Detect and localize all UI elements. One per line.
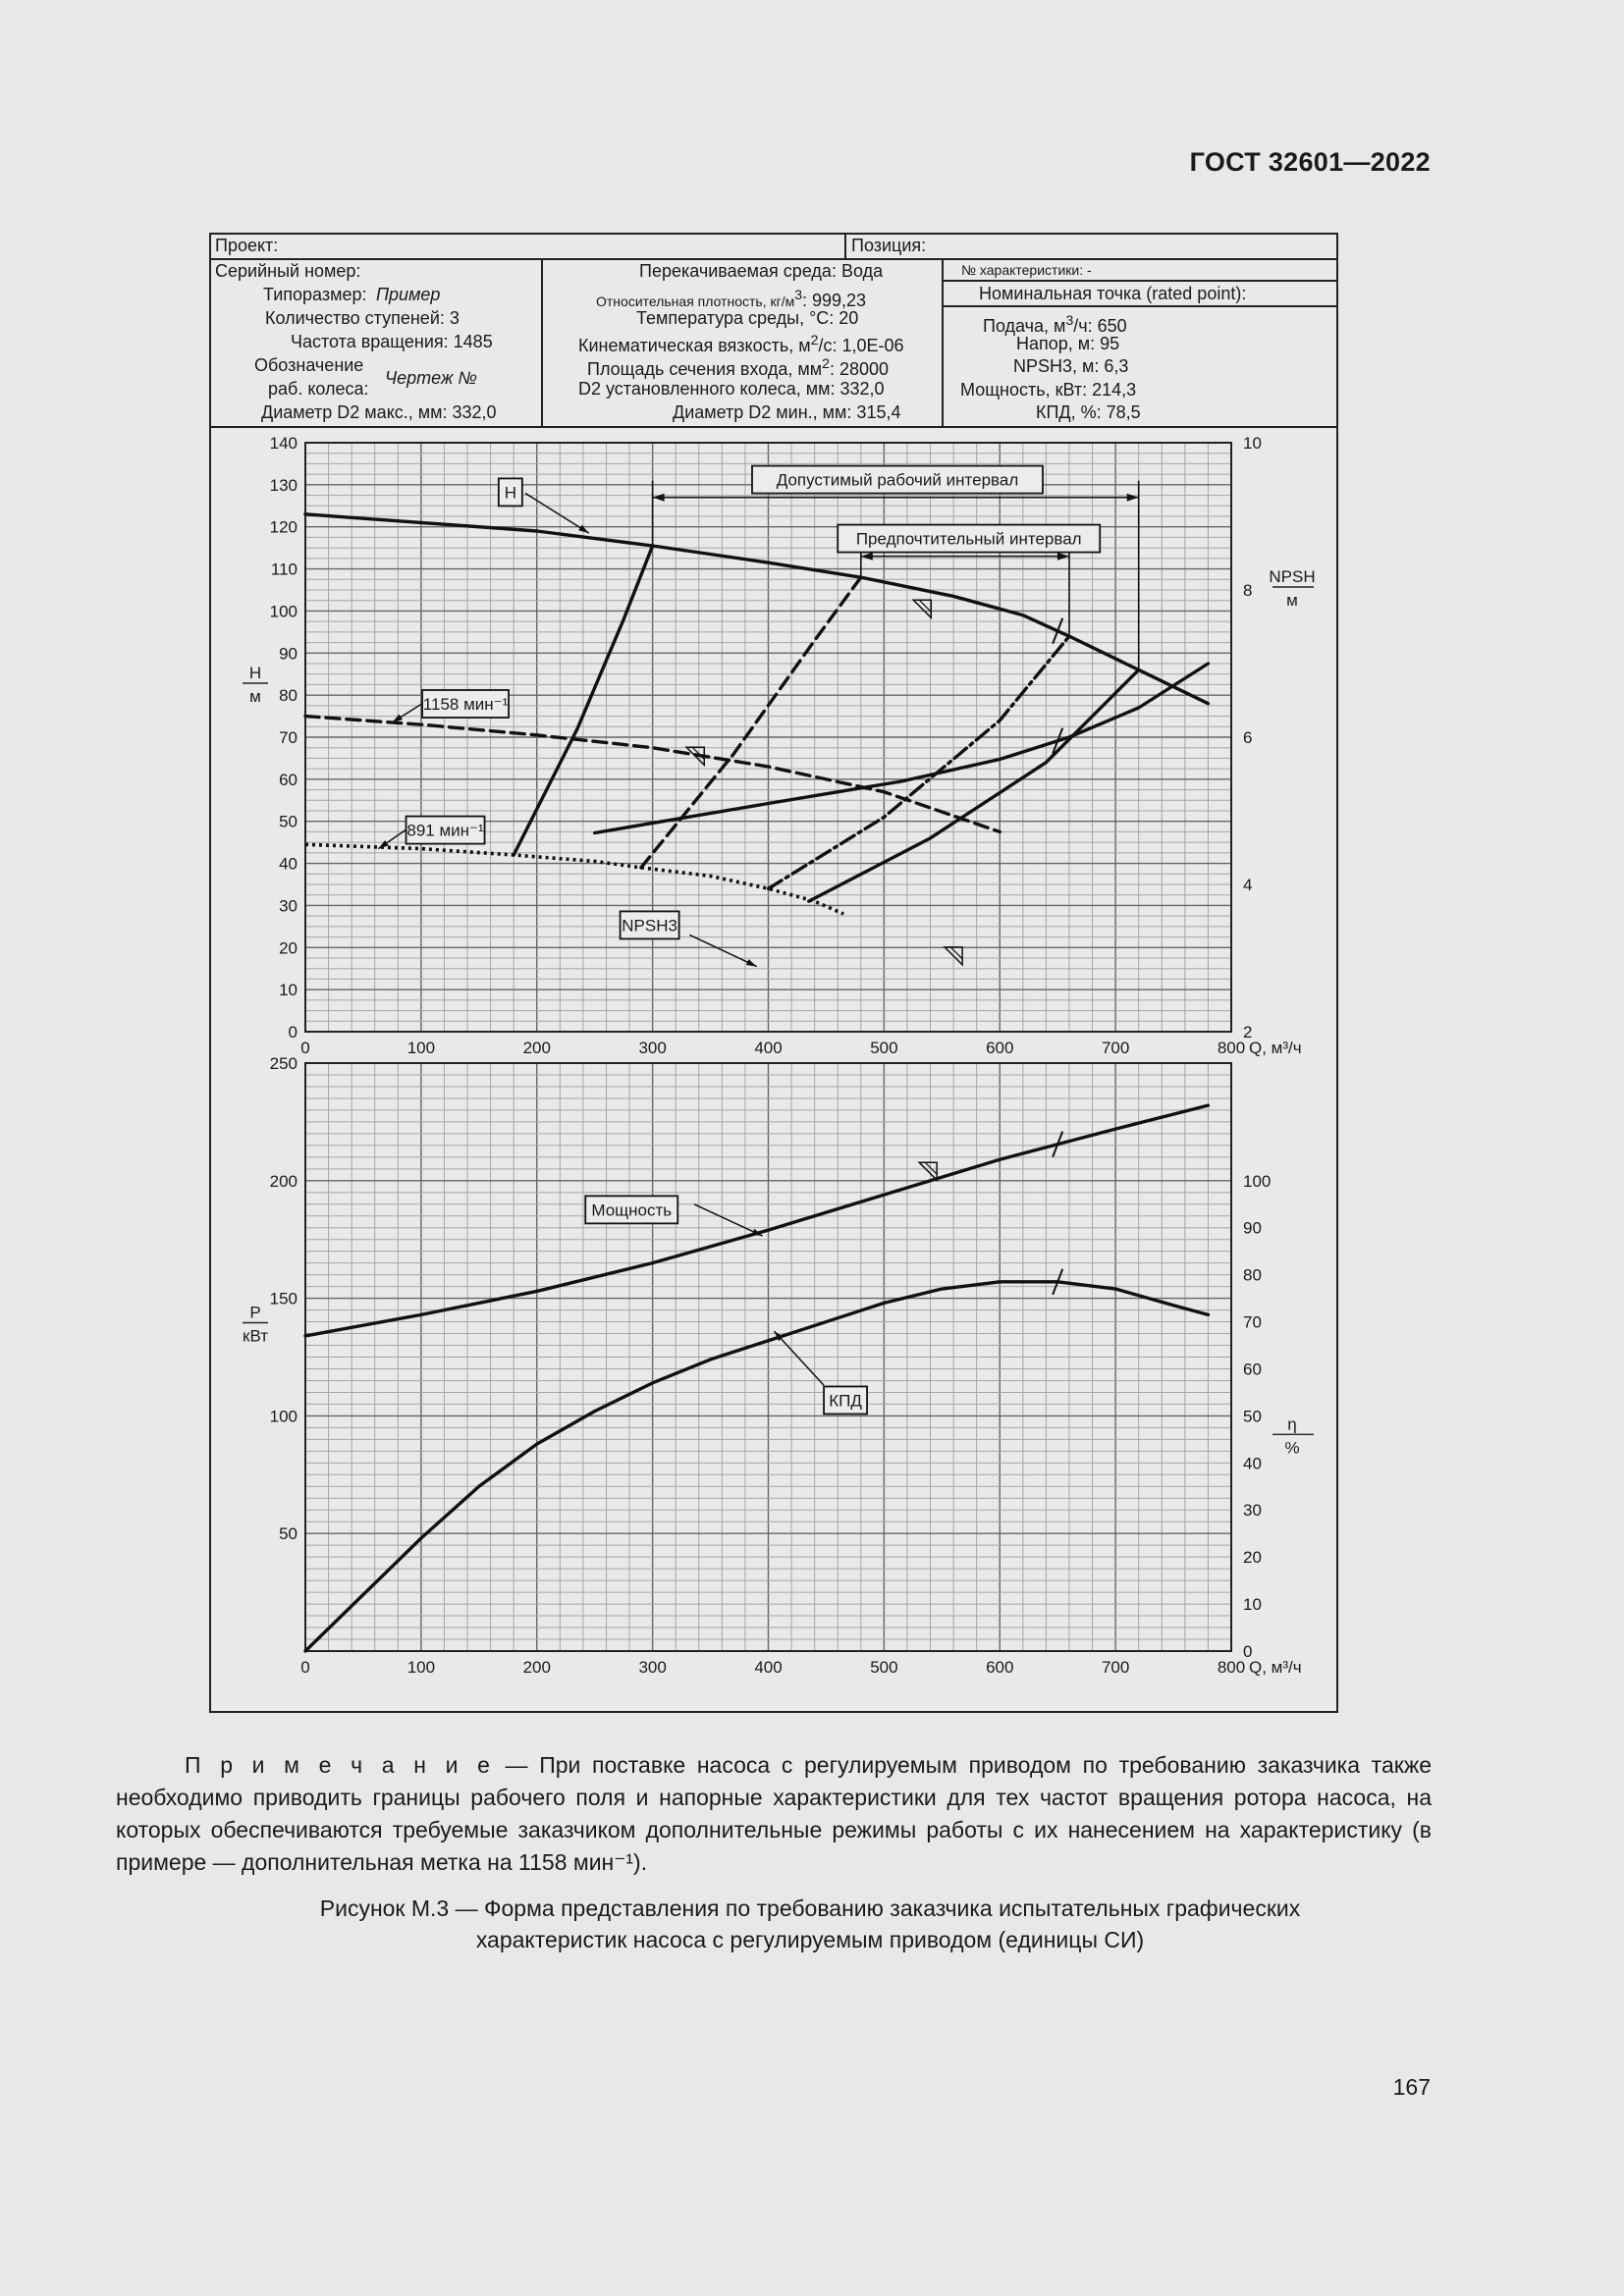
- curve-h-label: H: [504, 483, 516, 503]
- allowable-range-arrow-left: [653, 494, 665, 502]
- preferred-range-arrow-right: [1057, 553, 1069, 561]
- power-chart-y2tick-label: 10: [1243, 1595, 1262, 1615]
- power-chart-y2tick-label: 90: [1243, 1218, 1262, 1238]
- flow-value: /ч: 650: [1073, 316, 1127, 336]
- head-chart-xtick-label: 300: [638, 1039, 667, 1057]
- head-chart-ytick-label: 0: [288, 1023, 298, 1041]
- power-chart-y2tick-label: 40: [1243, 1454, 1262, 1473]
- head-chart-ylabel-num: H: [248, 664, 262, 682]
- d2-min: Диаметр D2 мин., мм: 315,4: [673, 402, 901, 422]
- power-chart-y2tick-label: 100: [1243, 1171, 1272, 1191]
- inlet-label: Площадь сечения входа, мм: [587, 359, 823, 379]
- head-chart-ytick-label: 90: [279, 644, 298, 664]
- head-chart-ytick-label: 120: [269, 517, 298, 537]
- note-lead: П р и м е ч а н и е: [185, 1752, 494, 1778]
- power-chart-y2tick-label: 70: [1243, 1312, 1262, 1332]
- power-chart-ylabel-den: кВт: [243, 1326, 268, 1346]
- density-sup: 3: [794, 287, 803, 302]
- curve-891-label: 891 мин⁻¹: [406, 821, 484, 840]
- d2-installed: D2 установленного колеса, мм: 332,0: [578, 379, 885, 399]
- head-chart-y2tick-label: 4: [1243, 876, 1253, 894]
- power-chart-xtick-label: 600: [986, 1658, 1014, 1677]
- datasheet-table: [211, 235, 1336, 428]
- head-chart-xtick-label: 100: [406, 1039, 436, 1057]
- curve-efficiency-leader: [774, 1331, 824, 1385]
- note-paragraph: [116, 1749, 1432, 1879]
- curve-number: № характеристики: -: [961, 262, 1092, 278]
- head-chart-y2tick-label: 6: [1243, 728, 1253, 747]
- head-chart-xtick-label: 800: [1217, 1039, 1246, 1057]
- curve-power-leader: [694, 1204, 763, 1236]
- power-chart-y2tick-label: 30: [1243, 1501, 1262, 1521]
- head-chart-xtick-label: 600: [986, 1039, 1014, 1057]
- head-chart-series-891мин: [305, 844, 843, 914]
- density-label: Относительная плотность, кг/м: [596, 294, 795, 309]
- power-chart-xtick-label: 300: [638, 1658, 667, 1677]
- power-chart-y2label-num: η: [1287, 1415, 1297, 1434]
- power-chart-ytick-label: 200: [269, 1171, 298, 1191]
- pump-datasheet: [209, 233, 1338, 1713]
- head-chart-ytick-label: 10: [279, 981, 298, 1000]
- allowable-range-arrow-right: [1127, 494, 1139, 502]
- head-chart-ylabel-den: м: [249, 687, 261, 706]
- caption-line-2: характеристик насоса с регулируемым приводом (единицы СИ): [475, 1927, 1145, 1952]
- power-chart-xlabel: Q, м³/ч: [1249, 1658, 1302, 1677]
- head-chart-ytick-label: 50: [279, 812, 298, 831]
- viscosity: [578, 332, 904, 356]
- power-chart-xtick-label: 0: [300, 1658, 310, 1677]
- curve-power-label: Мощность: [591, 1201, 673, 1220]
- power-chart-y2tick-label: 20: [1243, 1548, 1262, 1568]
- power-chart-series-мощность: [305, 1105, 1208, 1336]
- rated-head: Напор, м: 95: [1016, 334, 1120, 353]
- curve-efficiency-label: КПД: [829, 1391, 862, 1411]
- head-chart-xtick-label: 500: [870, 1039, 898, 1057]
- serial-label: Серийный номер:: [215, 261, 361, 281]
- inlet-area: [587, 355, 889, 380]
- d2-max: Диаметр D2 макс., мм: 332,0: [261, 402, 497, 422]
- power-chart-ytick-label: 250: [269, 1054, 298, 1073]
- pump-curves-figure: [211, 430, 1336, 1712]
- impeller-label-2: раб. колеса:: [268, 379, 369, 399]
- flow-sup: 3: [1065, 312, 1074, 328]
- size-label: Типоразмер:: [263, 285, 367, 304]
- rated-npsh: NPSH3, м: 6,3: [1013, 356, 1129, 376]
- power-chart-xtick-label: 800: [1217, 1658, 1246, 1677]
- power-chart-xtick-label: 100: [406, 1658, 436, 1677]
- page-number: 167: [1392, 2074, 1431, 2100]
- head-chart-y2tick-label: 8: [1243, 581, 1253, 600]
- head-chart-series-boundary-5: [641, 577, 861, 868]
- head-chart-ytick-label: 20: [279, 938, 298, 958]
- medium: Перекачиваемая среда: Вода: [639, 261, 884, 281]
- power-chart-ytick-label: 150: [269, 1289, 298, 1308]
- standard-number: ГОСТ 32601—2022: [1189, 147, 1431, 177]
- position-label: Позиция:: [851, 236, 927, 255]
- head-chart-xtick-label: 700: [1101, 1039, 1130, 1057]
- note-text: — При поставке насоса с регулируемым приводом по требованию заказчика также необходимо приводить границы рабочего поля и напорные характеристики для тех частот вращения ротора насоса, на которых обеспечиваются требуемые заказчиком дополнительные режимы работы с их нанесением на характеристику (в примере — дополнительная метка на 1158 мин⁻¹).: [116, 1752, 1432, 1875]
- head-chart-y2label-den: м: [1286, 591, 1298, 610]
- head-chart-ytick-label: 100: [269, 602, 298, 621]
- head-chart-xtick-label: 400: [754, 1039, 783, 1057]
- stages: Количество ступеней: 3: [265, 308, 460, 328]
- head-chart-ytick-label: 110: [270, 560, 298, 579]
- head-chart-ytick-label: 130: [269, 475, 298, 495]
- rated-marker-1158-inner: [692, 747, 704, 759]
- power-chart-series-кпд: [305, 1282, 1208, 1651]
- rated-efficiency: КПД, %: 78,5: [1036, 402, 1141, 422]
- power-chart-y2tick-label: 0: [1243, 1642, 1253, 1661]
- power-chart-xtick-label: 200: [522, 1658, 551, 1677]
- viscosity-value: /с: 1,0Е-06: [818, 336, 904, 355]
- head-chart-y2tick-label: 2: [1243, 1023, 1253, 1041]
- flow-label: Подача, м: [983, 316, 1066, 336]
- head-chart-ytick-label: 60: [279, 770, 298, 789]
- power-chart-y2tick-label: 60: [1243, 1360, 1262, 1379]
- caption-line-1: Рисунок М.3 — Форма представления по требованию заказчика испытательных графических: [319, 1896, 1301, 1921]
- head-chart-y2label-num: NPSH: [1269, 567, 1316, 586]
- power-chart-xtick-label: 700: [1101, 1658, 1130, 1677]
- head-chart-ytick-label: 30: [279, 896, 298, 916]
- curve-npsh3-leader: [689, 934, 756, 966]
- preferred-range-label: Предпочтительный интервал: [855, 529, 1082, 549]
- head-chart-ytick-label: 70: [279, 728, 298, 747]
- curve-1158-label: 1158 мин⁻¹: [422, 695, 509, 714]
- curve-npsh3-leader-arrow: [746, 959, 757, 966]
- allowable-range-label: Допустимый рабочий интервал: [776, 470, 1019, 490]
- viscosity-label: Кинематическая вязкость, м: [578, 336, 811, 355]
- viscosity-sup: 2: [810, 332, 819, 347]
- curve-npsh3-label: NPSH3: [622, 916, 677, 935]
- rated-power: Мощность, кВт: 214,3: [960, 380, 1137, 400]
- head-chart-y2tick-label: 10: [1243, 434, 1262, 453]
- size-value: Пример: [376, 285, 441, 304]
- power-chart-ytick-label: 100: [269, 1407, 298, 1426]
- inlet-value: : 28000: [829, 359, 890, 379]
- rated-marker-npsh-inner: [950, 947, 962, 959]
- temperature: Температура среды, °С: 20: [636, 308, 859, 328]
- power-chart-y2label-den: %: [1284, 1438, 1300, 1458]
- power-chart-xtick-label: 400: [754, 1658, 783, 1677]
- power-chart-y2tick-label: 50: [1243, 1407, 1262, 1426]
- impeller-label-1: Обозначение: [254, 355, 364, 375]
- rated-marker-power-inner: [925, 1162, 937, 1174]
- power-chart-grid: [305, 1063, 1231, 1651]
- power-chart-y2tick-label: 80: [1243, 1265, 1262, 1285]
- speed: Частота вращения: 1485: [291, 332, 493, 351]
- head-chart-xtick-label: 0: [300, 1039, 310, 1057]
- rated-point: Номинальная точка (rated point):: [979, 284, 1247, 303]
- figure-caption: [196, 1893, 1424, 1955]
- inlet-sup: 2: [822, 355, 830, 371]
- power-chart-ylabel-num: P: [249, 1303, 261, 1322]
- head-chart-xtick-label: 200: [522, 1039, 551, 1057]
- head-chart-xlabel: Q, м³/ч: [1249, 1039, 1302, 1057]
- rated-marker-h-inner: [919, 600, 931, 612]
- head-chart-ytick-label: 140: [269, 434, 298, 453]
- density-value: : 999,23: [802, 291, 867, 310]
- project-label: Проект:: [215, 236, 279, 255]
- head-chart-ytick-label: 80: [279, 686, 298, 706]
- head-chart-ytick-label: 40: [279, 854, 298, 874]
- power-chart-xtick-label: 500: [870, 1658, 898, 1677]
- preferred-range-arrow-left: [861, 553, 873, 561]
- impeller-value: Чертеж №: [385, 368, 477, 388]
- power-chart-ytick-label: 50: [279, 1524, 298, 1544]
